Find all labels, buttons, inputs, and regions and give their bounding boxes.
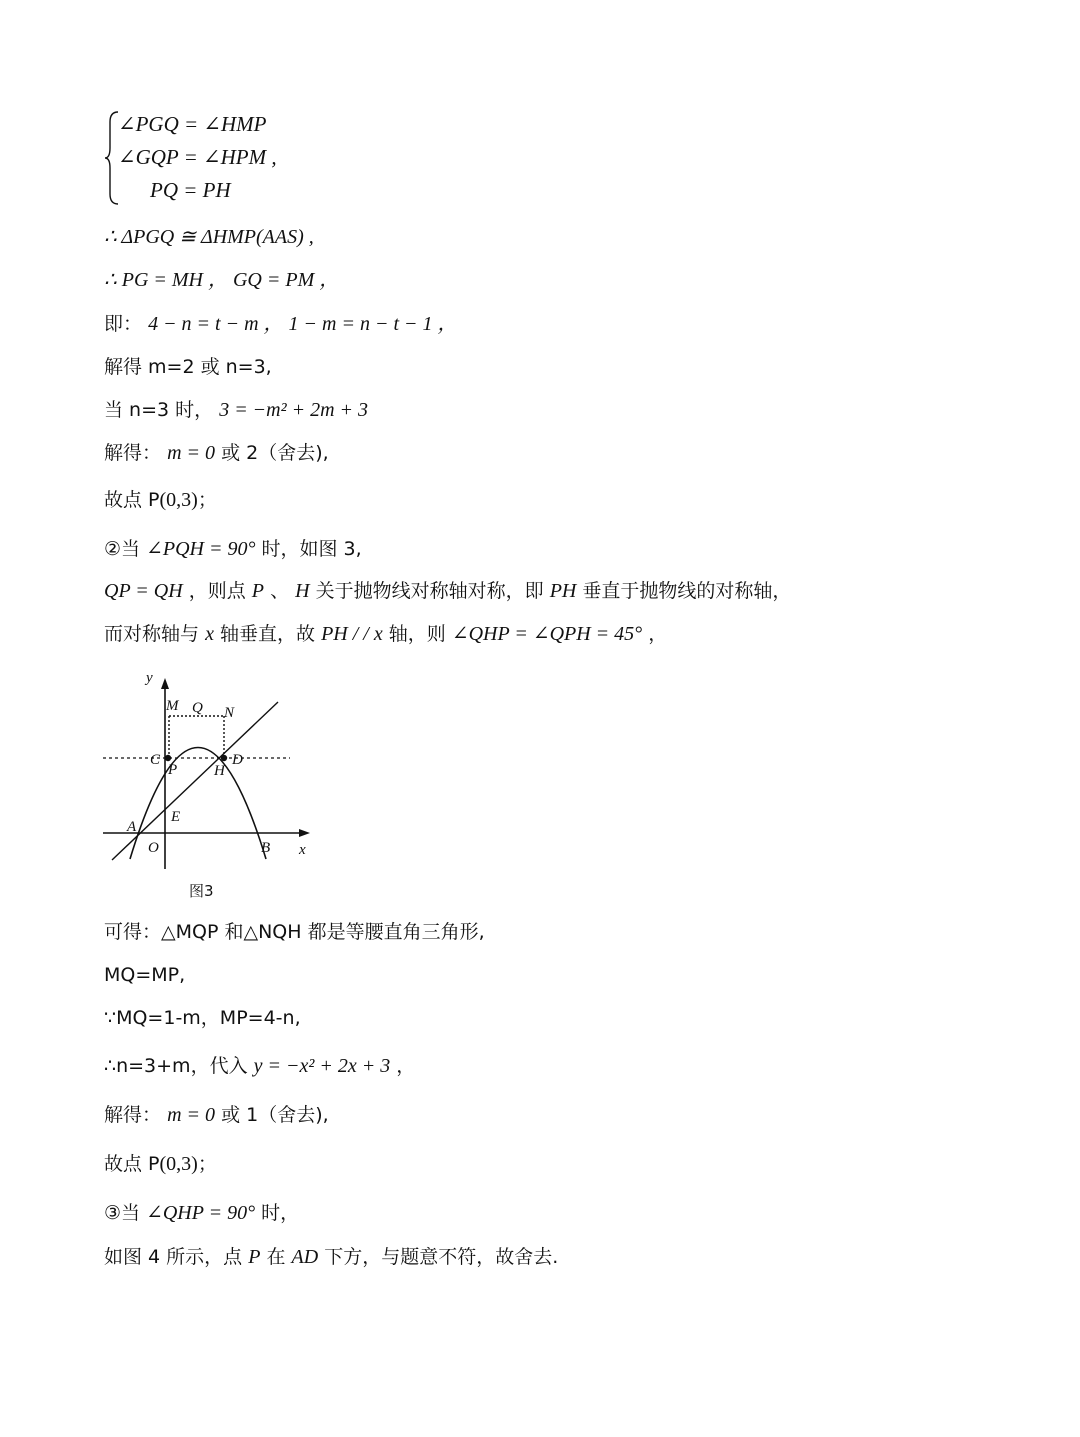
substitute-line: [104, 397, 368, 423]
case-3-line: [104, 1200, 299, 1226]
therefore-line: [104, 1053, 415, 1079]
case-2-prefix: ②当: [104, 538, 141, 560]
point-line-2: [104, 1151, 217, 1177]
point-line-1: [104, 487, 217, 513]
therefore-suffix: ，: [396, 1055, 416, 1077]
label-h: H: [214, 763, 225, 779]
case-3-math: ∠QHP = 90°: [146, 1202, 256, 1224]
equal-sides-line: [104, 267, 339, 293]
parallel-math-1: x: [205, 623, 214, 645]
equation-system: [104, 108, 344, 208]
therefore-prefix: ∴n=3+m，代入: [104, 1055, 248, 1077]
system-row-2: ∠GQP = ∠HPM ,: [118, 145, 277, 169]
label-x: x: [299, 842, 306, 858]
parallel-text-4: ，: [648, 623, 668, 645]
point-prefix-1: 故点 P: [104, 489, 160, 511]
case-3-prefix: ③当: [104, 1202, 141, 1224]
system-row-3: PQ = PH: [150, 178, 231, 202]
symmetry-line: [104, 578, 791, 604]
parallel-math-3: ∠QHP = ∠QPH = 45°: [451, 623, 643, 645]
solve-math-2: m = 0: [167, 442, 216, 464]
point-math-2: (0,3): [159, 1153, 198, 1175]
isosceles-line: 可得：△MQP 和△NQH 都是等腰直角三角形,: [104, 921, 485, 943]
symmetry-math-4: PH: [549, 580, 577, 602]
symmetry-text-1: ，则点: [188, 580, 246, 602]
equation-prefix: 即：: [104, 313, 143, 335]
point-d: [221, 755, 227, 761]
solve-line-3: [104, 1102, 329, 1128]
parallel-math-2: PH / / x: [321, 623, 383, 645]
solve-line-1: 解得 m=2 或 n=3,: [104, 356, 272, 378]
symmetry-text-3: 关于抛物线对称轴对称，即: [315, 580, 544, 602]
case-2-line: [104, 536, 362, 562]
conclusion-math-2: AD: [291, 1246, 319, 1268]
substitute-math: 3 = −m² + 2m + 3: [219, 399, 369, 421]
case-2-suffix: 时，如图 3,: [261, 538, 362, 560]
congruence-line: [104, 224, 314, 250]
point-suffix-1: ；: [197, 489, 217, 511]
conclusion-text-1: 如图 4 所示，点: [104, 1246, 243, 1268]
label-q: Q: [192, 700, 203, 716]
label-y: y: [146, 670, 153, 686]
figure-3: [100, 664, 320, 904]
label-e: E: [171, 809, 181, 825]
x-axis-arrow: [299, 829, 310, 837]
therefore-math: y = −x² + 2x + 3: [253, 1055, 391, 1077]
system-row-1: ∠PGQ = ∠HMP: [118, 112, 267, 136]
figure-caption: 图3: [189, 882, 214, 900]
symmetry-math-3: H: [295, 580, 310, 602]
solve-prefix-2: 解得：: [104, 442, 162, 464]
label-b: B: [261, 840, 271, 856]
point-c: [165, 755, 171, 761]
label-d: D: [232, 752, 243, 768]
solve-suffix-3: 或 1（舍去),: [221, 1104, 329, 1126]
label-c: C: [150, 752, 161, 768]
figure-3-diagram: [100, 664, 320, 904]
parallel-text-3: 轴，则: [388, 623, 446, 645]
equal-sides-statement: ∴ PG = MH ， GQ = PM ，: [104, 269, 340, 291]
point-suffix-2: ；: [197, 1153, 217, 1175]
case-2-math: ∠PQH = 90°: [146, 538, 256, 560]
because-line: ∵MQ=1-m，MP=4-n,: [104, 1007, 301, 1029]
solve-prefix-3: 解得：: [104, 1104, 162, 1126]
label-n: N: [224, 705, 235, 721]
solve-line-2: [104, 440, 329, 466]
conclusion-line: [104, 1244, 558, 1270]
substitute-prefix: 当 n=3 时，: [104, 399, 214, 421]
symmetry-text-2: 、: [270, 580, 290, 602]
equation-math: 4 − n = t − m ， 1 − m = n − t − 1 ，: [148, 313, 458, 335]
parallel-line: [104, 621, 667, 647]
line-ad: [112, 702, 278, 860]
parallel-text-1: 而对称轴与: [104, 623, 200, 645]
point-math-1: (0,3): [159, 489, 198, 511]
parallel-text-2: 轴垂直，故: [220, 623, 316, 645]
conclusion-math-1: P: [248, 1246, 261, 1268]
conclusion-text-2: 在: [266, 1246, 286, 1268]
label-o: O: [148, 840, 159, 856]
solve-suffix-2: 或 2（舍去),: [221, 442, 329, 464]
label-p: P: [168, 762, 178, 778]
mq-mp-line: MQ=MP,: [104, 964, 186, 986]
label-m: M: [166, 698, 179, 714]
symmetry-math-1: QP = QH: [104, 580, 183, 602]
solve-math-3: m = 0: [167, 1104, 216, 1126]
case-3-suffix: 时，: [261, 1202, 300, 1224]
congruence-statement: ∴ ΔPGQ ≅ ΔHMP(AAS) ,: [104, 226, 314, 248]
symmetry-text-4: 垂直于抛物线的对称轴，: [582, 580, 792, 602]
equation-line: [104, 311, 458, 337]
label-a: A: [127, 819, 137, 835]
point-prefix-2: 故点 P: [104, 1153, 160, 1175]
symmetry-math-2: P: [251, 580, 265, 602]
conclusion-text-3: 下方，与题意不符，故舍去.: [324, 1246, 559, 1268]
y-axis-arrow: [161, 678, 169, 689]
